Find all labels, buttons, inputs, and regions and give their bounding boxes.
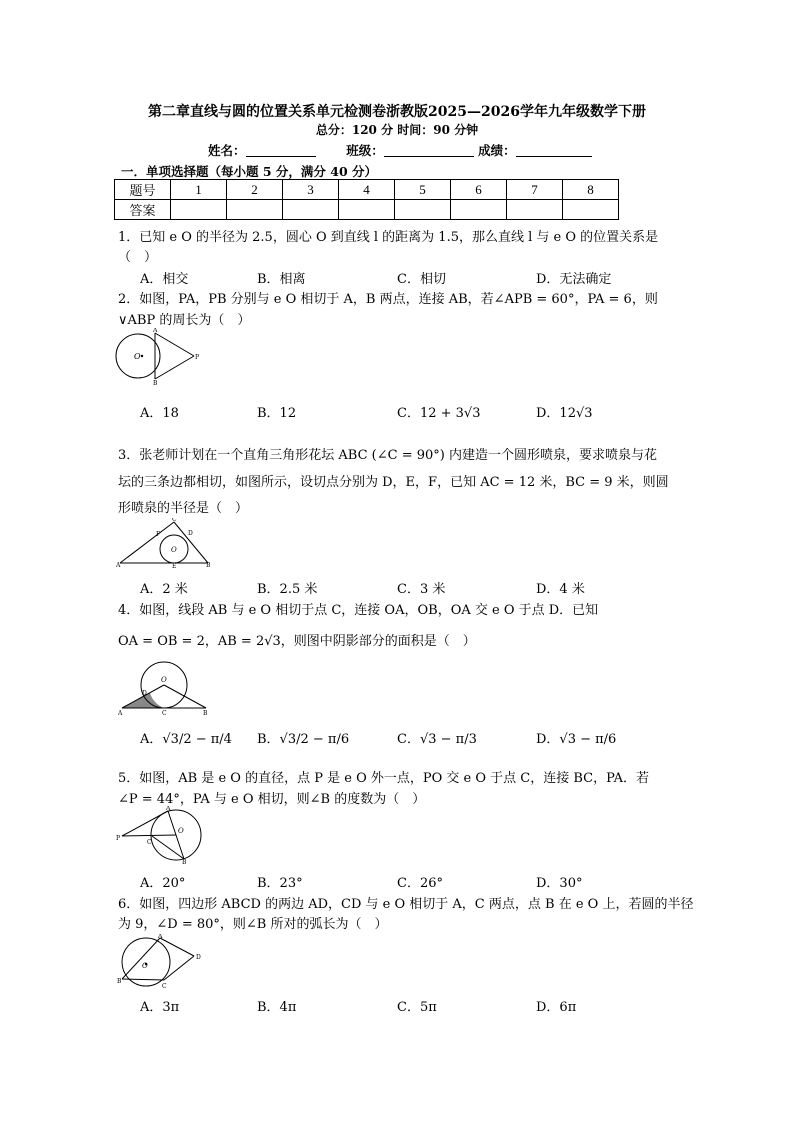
question-number: 3 xyxy=(283,180,339,200)
name-label: 姓名： xyxy=(208,143,246,158)
svg-text:F: F xyxy=(156,531,161,538)
svg-text:D: D xyxy=(142,690,147,697)
svg-text:B: B xyxy=(117,978,122,985)
question-3-text-2: 坛的三条边都相切，如图所示，设切点分别为 D，E，F，已知 AC = 12 米，BC = 9 米，则圆 xyxy=(118,475,669,490)
svg-text:C: C xyxy=(172,518,177,523)
option-b[interactable]: B．23° xyxy=(257,876,303,891)
answer-cell[interactable] xyxy=(171,200,227,220)
question-number: 8 xyxy=(563,180,619,200)
answer-cell[interactable] xyxy=(451,200,507,220)
figure-q2-tangents xyxy=(114,328,204,386)
name-blank[interactable] xyxy=(246,144,316,157)
score-blank[interactable] xyxy=(516,144,592,157)
table-row-label: 题号 xyxy=(115,180,171,200)
svg-text:D: D xyxy=(188,530,193,537)
figure-q5-diameter xyxy=(116,806,208,864)
option-c[interactable]: C．3 米 xyxy=(397,582,446,597)
answer-cell[interactable] xyxy=(395,200,451,220)
question-number: 7 xyxy=(507,180,563,200)
question-6-text: 6．如图，四边形 ABCD 的两边 AD，CD 与 e O 相切于 A，C 两点，点 B 在 e O 上，若圆的半径 xyxy=(118,897,694,912)
question-2-text-2: ∨ABP 的周长为（ ） xyxy=(118,313,251,328)
figure-q6-quadrilateral xyxy=(116,934,206,990)
svg-text:B: B xyxy=(206,562,211,568)
svg-text:C: C xyxy=(147,839,152,846)
option-b[interactable]: B．12 xyxy=(257,406,297,421)
option-a[interactable]: A．√3/2 − π/4 xyxy=(140,732,232,747)
option-a[interactable]: A．3π xyxy=(140,1000,180,1015)
question-3-text: 3．张老师计划在一个直角三角形花坛 ABC (∠C = 90°) 内建造一个圆形喷泉，要求喷泉与花 xyxy=(118,448,657,463)
question-6-text-2: 为 9，∠D = 80°，则∠B 所对的弧长为（ ） xyxy=(118,917,388,932)
question-1-text: 1．已知 e O 的半径为 2.5，圆心 O 到直线 l 的距离为 1.5，那么直线 l 与 e O 的位置关系是 xyxy=(118,230,659,245)
question-number: 1 xyxy=(171,180,227,200)
svg-text:A: A xyxy=(153,328,158,334)
class-label: 班级： xyxy=(346,143,384,158)
svg-text:O: O xyxy=(142,962,148,970)
option-d[interactable]: D．√3 − π/6 xyxy=(536,732,617,747)
question-5-text-2: ∠P = 44°，PA 与 e O 相切，则∠B 的度数为（ ） xyxy=(118,792,426,807)
question-2-text: 2．如图，PA，PB 分别与 e O 相切于 A，B 两点，连接 AB，若∠APB = 60°，PA = 6，则 xyxy=(118,292,658,307)
score-time-line: 总分：120 分 时间：90 分钟 xyxy=(315,123,479,137)
svg-text:P: P xyxy=(116,835,121,842)
option-d[interactable]: D．无法确定 xyxy=(536,272,612,287)
option-c[interactable]: C．√3 − π/3 xyxy=(397,732,477,747)
figure-q4-shaded xyxy=(116,660,212,716)
page-title: 第二章直线与圆的位置关系单元检测卷浙教版2025—2026学年九年级数学下册 xyxy=(148,104,646,120)
svg-text:D: D xyxy=(196,954,201,961)
class-blank[interactable] xyxy=(384,144,474,157)
answer-cell[interactable] xyxy=(283,200,339,220)
figure-q3-incircle xyxy=(116,518,212,568)
answer-table xyxy=(114,179,619,220)
table-row-label: 答案 xyxy=(115,200,171,220)
svg-text:O: O xyxy=(171,546,177,554)
option-c[interactable]: C．相切 xyxy=(397,272,446,287)
svg-text:E: E xyxy=(172,563,177,568)
option-b[interactable]: B．相离 xyxy=(257,272,306,287)
svg-text:C: C xyxy=(162,983,167,990)
option-a[interactable]: A．相交 xyxy=(140,272,189,287)
option-b[interactable]: B．4π xyxy=(257,1000,297,1015)
answer-cell[interactable] xyxy=(563,200,619,220)
answer-cell[interactable] xyxy=(227,200,283,220)
answer-cell[interactable] xyxy=(507,200,563,220)
question-5-text: 5．如图，AB 是 e O 的直径，点 P 是 e O 外一点，PO 交 e O 于点 C，连接 BC，PA．若 xyxy=(118,771,650,786)
option-c[interactable]: C．5π xyxy=(397,1000,437,1015)
option-b[interactable]: B．√3/2 − π/6 xyxy=(257,732,350,747)
question-4-text-2: OA = OB = 2，AB = 2√3，则图中阴影部分的面积是（ ） xyxy=(118,634,476,649)
svg-text:O: O xyxy=(134,352,141,361)
svg-text:B: B xyxy=(203,710,208,716)
option-d[interactable]: D．30° xyxy=(536,876,583,891)
question-number: 5 xyxy=(395,180,451,200)
answer-cell[interactable] xyxy=(339,200,395,220)
option-d[interactable]: D．4 米 xyxy=(536,582,585,597)
option-c[interactable]: C．26° xyxy=(397,876,443,891)
question-number: 6 xyxy=(451,180,507,200)
svg-text:O: O xyxy=(161,676,167,684)
option-b[interactable]: B．2.5 米 xyxy=(257,582,318,597)
section-title: 一．单项选择题（每小题 5 分，满分 40 分） xyxy=(121,164,378,179)
score-label: 成绩： xyxy=(478,143,516,158)
question-number: 2 xyxy=(227,180,283,200)
option-c[interactable]: C．12 + 3√3 xyxy=(397,406,481,421)
svg-text:B: B xyxy=(182,859,187,864)
svg-text:P: P xyxy=(195,354,200,361)
svg-text:B: B xyxy=(153,380,158,386)
question-3-text-3: 形喷泉的半径是（ ） xyxy=(118,501,249,516)
question-4-text: 4．如图，线段 AB 与 e O 相切于点 C，连接 OA，OB，OA 交 e O 于点 D．已知 xyxy=(118,603,599,618)
option-a[interactable]: A．20° xyxy=(140,876,186,891)
svg-text:C: C xyxy=(162,710,167,716)
question-1-bracket: （ ） xyxy=(118,250,158,265)
svg-text:A: A xyxy=(118,710,123,716)
option-d[interactable]: D．6π xyxy=(536,1000,577,1015)
svg-text:A: A xyxy=(166,806,171,812)
svg-text:O: O xyxy=(178,827,184,835)
option-d[interactable]: D．12√3 xyxy=(536,406,593,421)
svg-text:A: A xyxy=(116,562,121,568)
option-a[interactable]: A．2 米 xyxy=(140,582,188,597)
question-number: 4 xyxy=(339,180,395,200)
option-a[interactable]: A．18 xyxy=(140,406,179,421)
student-info-line xyxy=(208,141,592,159)
svg-text:A: A xyxy=(158,934,163,940)
